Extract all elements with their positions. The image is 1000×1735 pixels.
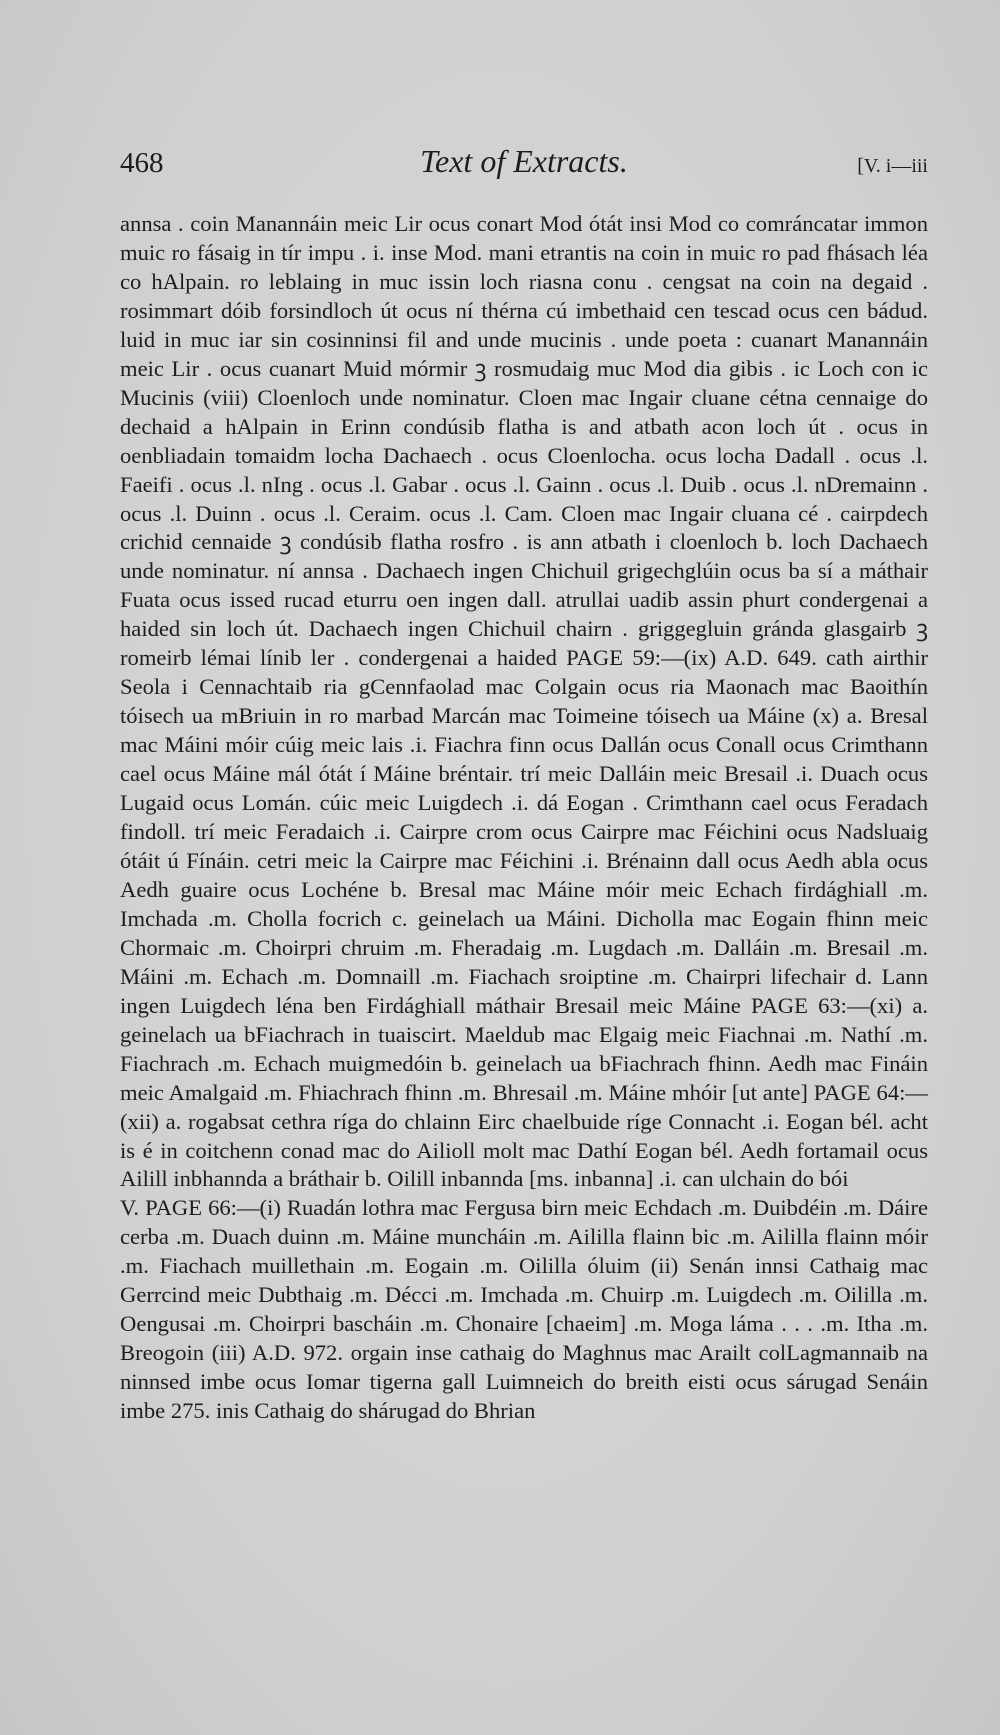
paragraph: V. PAGE 66:—(i) Ruadán lothra mac Fergusa birn meic Echdach .m. Duibdéin .m. Dáire cerba .m. Duach duinn .m. Máine muncháin .m. Aililla flainn bic .m. Aililla flainn móir .m. Fiachach muillethain .m. Eogain .m. Oililla óluim (ii) Senán innsi Cathaig mac Gerrcind meic Dubthaig .m. Décci .m. Imchada .m. Chuirp .m. Luigdech .m. Oililla .m. Oengusai .m. Choirpri bascháin .m. Chonaire [chaeim] .m. Moga láma . . . .m. Itha .m. Breogoin (iii) A.D. 972. orgain inse cathaig do Maghnus mac Arailt colLagmannaib na ninnsed imbe ocus Iomar tigerna gall Luimneich do breith eisti ocus sárugad Senáin imbe 275. inis Cathaig do shárugad do Bhrian [120, 1195, 928, 1424]
page-header [120, 143, 928, 193]
page-number: 468 [120, 147, 164, 179]
paragraph: annsa . coin Manannáin meic Lir ocus conart Mod ótát insi Mod co comráncatar immon muic ro fásaig in tír impu . i. inse Mod. mani etrantis na coin in muic ro pad fhásach léa co hAlpain. ro leblaing in muc issin loch riasna conu . cengsat na coin na degaid . rosimmart dóib forsindloch út ocus ní thérna cú imbethaid cen tescad ocus cen bádud. luid in muc iar sin cosinninsi fil and unde mucinis . unde poeta : cuanart Manannáin meic Lir . ocus cuanart Muid mórmir ꝫ rosmudaig muc Mod dia gibis . ic Loch con ic Mucinis (viii) Cloenloch unde nominatur. Cloen mac Ingair cluane cétna cennaige do dechaid a hAlpain in Erinn condúsib flatha is and atbath acon loch út . ocus in oenbliadain tomaidm locha Dachaech . ocus Cloenlocha. ocus locha Dadall . ocus .l. Faeifi . ocus .l. nIng . ocus .l. Gabar . ocus .l. Gainn . ocus .l. Duib . ocus .l. nDremainn . ocus .l. Duinn . ocus .l. Ceraim. ocus .l. Cam. Cloen mac Ingair cluana cé . cairpdech crichid cennaide ꝫ condúsib flatha rosfro . is ann atbath i cloenloch b. loch Dachaech unde nominatur. ní annsa . Dachaech ingen Chichuil grigechglúin ocus ba sí a máthair Fuata ocus issed rucad eturru oen ingen dall. atrullai uadib assin phurt condergenai a haided sin loch út. Dachaech ingen Chichuil chairn . griggegluin gránda glasgairb ꝫ romeirb lémai línib ler . condergenai a haided PAGE 59:—(ix) A.D. 649. cath airthir Seola i Cennachtaib ria gCennfaolad mac Colgain ocus ria Maonach mac Baoithín tóisech ua mBriuin in ro marbad Marcán mac Toimeine tóisech ua Máine (x) a. Bresal mac Máini móir cúig meic lais .i. Fiachra finn ocus Dallán ocus Conall ocus Crimthann cael ocus Máine mál ótát í Máine bréntair. trí meic Dalláin meic Bresail .i. Duach ocus Lugaid ocus Lomán. cúic meic Luigdech .i. dá Eogan . Crimthann cael ocus Feradach findoll. trí meic Feradaich .i. Cairpre crom ocus Cairpre mac Féichini ocus Nadsluaig ótáit ú Fínáin. cetri meic la Cairpre mac Féichini .i. Brénainn dall ocus Aedh abla ocus Aedh guaire ocus Lochéne b. Bresal mac Máine móir meic Echach firdághiall .m. Imchada .m. Cholla focrich c. geinelach ua Máini. Dicholla mac Eogain fhinn meic Chormaic .m. Choirpri chruim .m. Fheradaig .m. Lugdach .m. Dalláin .m. Bresail .m. Máini .m. Echach .m. Domnaill .m. Fiachach sroiptine .m. Chairpri lifechair d. Lann ingen Luigdech léna ben Firdághiall máthair Bresail meic Máine PAGE 63:—(xi) a. geinelach ua bFiachrach in tuaiscirt. Maeldub mac Elgaig meic Fiachnai .m. Nathí .m. Fiachrach .m. Echach muigmedóin b. geinelach ua bFiachrach fhinn. Aedh mac Fináin meic Amalgaid .m. Fhiachrach fhinn .m. Bhresail .m. Máine mhóir [ut ante] PAGE 64:—(xii) a. rogabsat cethra ríga do chlainn Eirc chaelbuide ríge Connacht .i. Eogan bél. acht is é in coitchenn conad mac do Ailioll molt mac Dathí Eogan bél. Aedh fortamail ocus Ailill inbhannda a bráthair b. Oilill inbannda [ms. inbanna] .i. can ulchain do bói [120, 211, 928, 1192]
running-title: Text of Extracts. [420, 143, 628, 179]
section-reference: [V. i—iii [857, 155, 928, 177]
body-text [120, 210, 928, 1426]
